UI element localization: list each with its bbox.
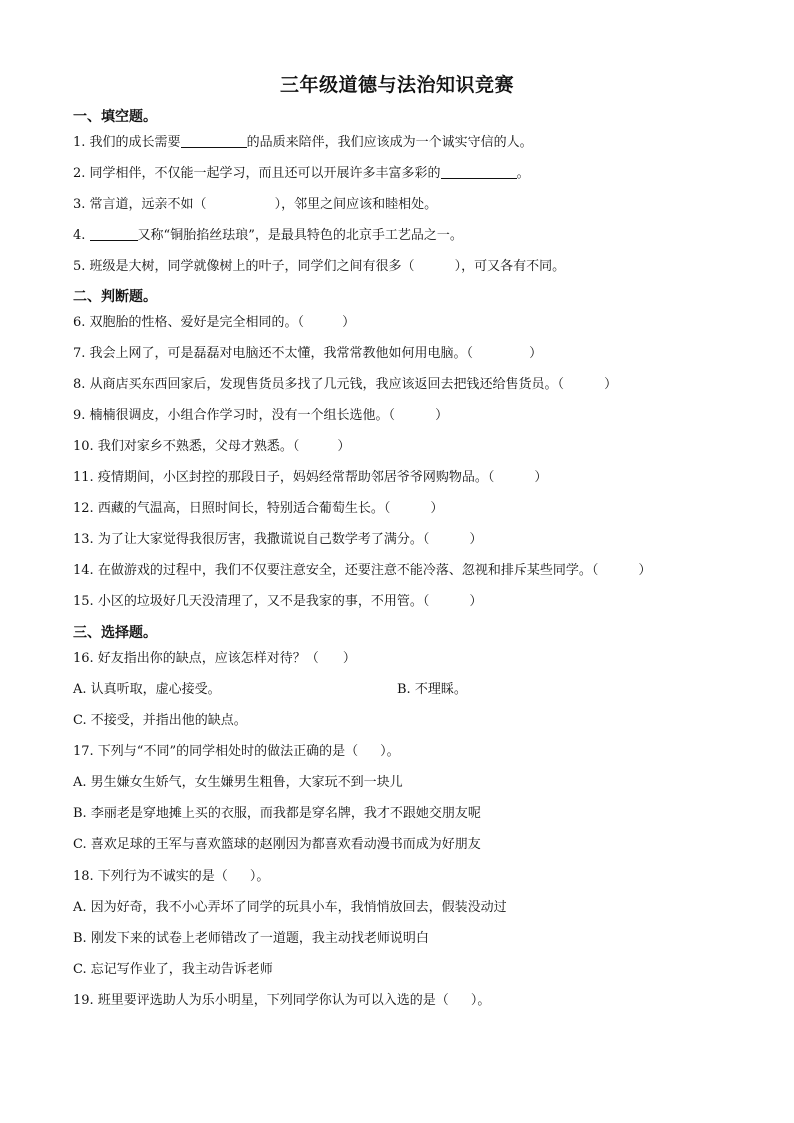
question-19: [73, 992, 490, 1010]
question-6: [73, 314, 355, 332]
paren-close: ）: [534, 470, 548, 485]
question-text: 疫情期间，小区封控的那段日子，妈妈经常帮助邻居爷爷网购物品。（: [97, 470, 495, 485]
question-text: 16. 好友指出你的缺点，应该怎样对待？（: [73, 651, 319, 666]
paren-close: ）: [529, 346, 543, 361]
question-13: [73, 531, 482, 549]
question-9: [73, 407, 448, 425]
option-17a[interactable]: A. 男生嫌女生娇气，女生嫌男生粗鲁，大家玩不到一块儿: [73, 775, 403, 790]
question-text: ），邻里之间应该和睦相处。: [274, 197, 438, 212]
question-text: 18. 下列行为不诚实的是（: [73, 869, 228, 884]
question-8: [73, 376, 617, 394]
paren-close: ）。: [380, 744, 400, 759]
paren-close: ）: [604, 377, 618, 392]
question-text: 我们的成长需要: [89, 135, 181, 150]
paren-close: ）。: [249, 869, 270, 884]
section-fill-heading: 一、填空题。: [73, 109, 157, 125]
question-number: 10.: [73, 439, 94, 454]
question-text: 的品质来陪伴，我们应该成为一个诚实守信的人。: [246, 135, 533, 150]
question-text: ），可又各有不同。: [454, 259, 566, 274]
question-16: [73, 650, 356, 668]
option-17c[interactable]: C. 喜欢足球的王军与喜欢篮球的赵刚因为都喜欢看动漫书而成为好朋友: [73, 837, 481, 852]
question-1: [73, 134, 533, 152]
question-number: 4.: [73, 228, 86, 243]
option-18a[interactable]: A. 因为好奇，我不小心弄坏了同学的玩具小车，我悄悄放回去，假装没动过: [73, 900, 507, 915]
option-16b[interactable]: B. 不理睬。: [397, 682, 467, 697]
question-number: 8.: [73, 377, 86, 392]
option-16a[interactable]: A. 认真听取，虚心接受。: [73, 682, 221, 697]
section-choice-heading: 三、选择题。: [73, 625, 157, 641]
option-17b[interactable]: B. 李丽老是穿地摊上买的衣服，而我都是穿名牌，我才不跟她交朋友呢: [73, 806, 481, 821]
question-text: 班级是大树，同学就像树上的叶子，同学们之间有很多（: [89, 259, 415, 274]
question-number: 11.: [73, 470, 94, 485]
paren-close: ）: [638, 563, 652, 578]
question-number: 5.: [73, 259, 86, 274]
question-number: 6.: [73, 315, 86, 330]
question-10: [73, 438, 350, 456]
question-4: [73, 227, 463, 245]
question-text: 。: [516, 166, 530, 181]
option-18b[interactable]: B. 刚发下来的试卷上老师错改了一道题，我主动找老师说明白: [73, 931, 429, 946]
paren-close: ）: [435, 408, 449, 423]
page-title: 三年级道德与法治知识竞赛: [279, 74, 514, 96]
question-text: 双胞胎的性格、爱好是完全相同的。（: [89, 315, 305, 330]
answer-blank[interactable]: [90, 227, 138, 241]
paren-close: ）: [342, 315, 356, 330]
answer-blank[interactable]: [181, 134, 247, 148]
question-text: 我会上网了，可是磊磊对电脑还不太懂，我常常教他如何用电脑。（: [89, 346, 474, 361]
question-number: 7.: [73, 346, 86, 361]
question-text: 19. 班里要评选助人为乐小明星，下列同学你认为可以入选的是（: [73, 993, 449, 1008]
question-text: 常言道，远亲不如（: [89, 197, 207, 212]
paren-close: ）: [430, 501, 444, 516]
question-17: [73, 743, 400, 761]
question-text: 同学相伴，不仅能一起学习，而且还可以开展许多丰富多彩的: [89, 166, 441, 181]
question-number: 3.: [73, 197, 86, 212]
question-5: [73, 258, 565, 276]
question-7: [73, 345, 542, 363]
paren-close: ）。: [470, 993, 491, 1008]
paren-close: ）: [469, 532, 483, 547]
question-text: 又称“铜胎掐丝珐琅”，是最具特色的北京手工艺品之一。: [137, 228, 463, 243]
question-text: 从商店买东西回家后，发现售货员多找了几元钱，我应该返回去把钱还给售货员。（: [89, 377, 565, 392]
question-14: [73, 562, 651, 580]
paren-close: ）: [469, 594, 483, 609]
question-number: 14.: [73, 563, 94, 578]
question-15: [73, 593, 482, 611]
question-number: 15.: [73, 594, 94, 609]
option-16c[interactable]: C. 不接受，并指出他的缺点。: [73, 713, 247, 728]
question-text: 西藏的气温高，日照时间长，特别适合葡萄生长。（: [97, 501, 391, 516]
question-number: 2.: [73, 166, 86, 181]
question-text: 在做游戏的过程中，我们不仅要注意安全，还要注意不能冷落、忽视和排斥某些同学。（: [97, 563, 599, 578]
section-judge-heading: 二、判断题。: [73, 289, 157, 305]
paren-close: ）: [342, 651, 356, 666]
question-3: [73, 196, 437, 214]
question-number: 13.: [73, 532, 94, 547]
paren-close: ）: [337, 439, 351, 454]
question-number: 1.: [73, 135, 86, 150]
question-number: 12.: [73, 501, 94, 516]
question-2: [73, 165, 530, 183]
question-11: [73, 469, 547, 487]
question-text: 17. 下列与“不同”的同学相处时的做法正确的是（: [73, 744, 359, 759]
question-text: 我们对家乡不熟悉，父母才熟悉。（: [97, 439, 300, 454]
option-18c[interactable]: C. 忘记写作业了，我主动告诉老师: [73, 962, 273, 977]
answer-blank[interactable]: [441, 165, 517, 179]
question-12: [73, 500, 443, 518]
question-text: 楠楠很调皮，小组合作学习时，没有一个组长选他。（: [89, 408, 396, 423]
question-text: 小区的垃圾好几天没清理了，又不是我家的事，不用管。（: [97, 594, 430, 609]
question-number: 9.: [73, 408, 86, 423]
question-text: 为了让大家觉得我很厉害，我撒谎说自己数学考了满分。（: [97, 532, 430, 547]
question-18: [73, 868, 269, 886]
